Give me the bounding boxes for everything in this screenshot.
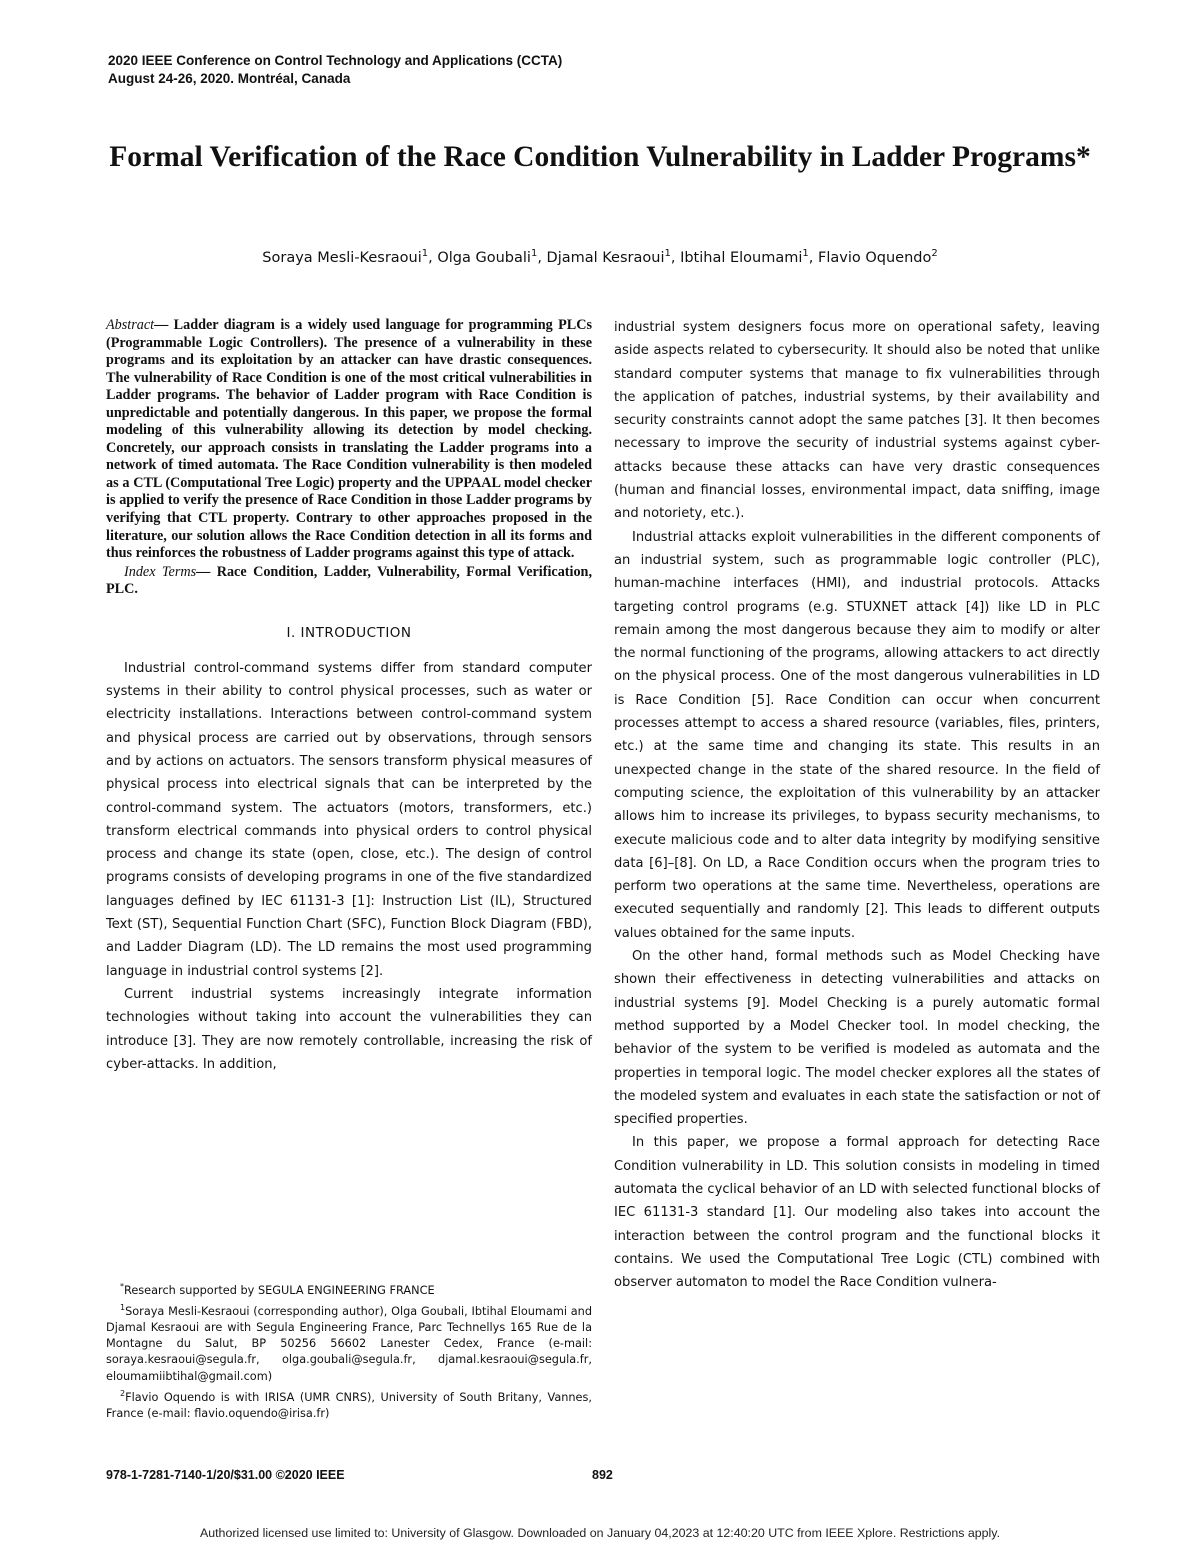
author: Ibtihal Eloumami$^1$ xyxy=(680,248,809,266)
conference-name: 2020 IEEE Conference on Control Technology and Applications (CCTA) xyxy=(108,53,563,68)
abstract xyxy=(106,317,592,563)
abstract-text: — Ladder diagram is a widely used language for programming PLCs (Programmable Logic Controllers). The presence of a vulnerability in these programs and its exploitation by an attacker can have drastic consequences. The vulnerability of Race Condition is one of the most critical vulnerabilities in Ladder programs. The behavior of Ladder program with Race Condition is unpredictable and potentially dangerous. In this paper, we propose the formal modeling of this vulnerability allowing its detection by model checking. Concretely, our approach consists in translating the Ladder programs into a network of timed automata. The Race Condition vulnerability is then modeled as a CTL (Computational Tree Logic) property and the UPPAAL model checker is applied to verify the presence of Race Condition in those Ladder programs by verifying that CTL property. Contrary to other approaches proposed in the literature, our solution allows the Race Condition detection in all its forms and thus reinforces the robustness of Ladder programs against this type of attack. xyxy=(106,317,592,562)
index-terms-label: Index Terms xyxy=(124,563,197,580)
footnote: *Research supported by SEGULA ENGINEERING FRANCE xyxy=(120,1282,435,1297)
paragraph: On the other hand, formal methods such as Model Checking have shown their effectiveness in detecting vulnerabilities and attacks on industrial systems [9]. Model Checking is a purely automatic formal method supported by a Model Checker tool. In model checking, the behavior of the system to be verified is modeled as automata and the properties in temporal logic. The model checker explores all the states of the modeled system and evaluates in each state the satisfaction or not of specified properties. xyxy=(614,949,1100,1128)
left-column xyxy=(106,317,592,1076)
index-terms-text: — Race Condition, Ladder, Vulnerability, Formal Verification, PLC. xyxy=(106,563,592,598)
conference-header xyxy=(108,52,562,88)
footnotes xyxy=(106,1279,592,1423)
abstract-label: Abstract xyxy=(106,317,155,333)
conference-date: August 24-26, 2020. Montréal, Canada xyxy=(108,71,351,86)
paragraph: In this paper, we propose a formal approach for detecting Race Condition vulnerability in LD. This solution consists in modeling in timed automata the cyclical behavior of an LD with selected functional blocks of IEC 61131-3 standard [1]. Our modeling also takes into account the interaction between the control program and the functional blocks it contains. We used the Computational Tree Logic (CTL) combined with observer automaton to model the Race Condition vulnera- xyxy=(614,1135,1100,1291)
author: Soraya Mesli-Kesraoui$^1$ xyxy=(262,248,429,266)
author: Djamal Kesraoui$^1$ xyxy=(546,248,671,266)
footnote: $^2$Flavio Oquendo is with IRISA (UMR CNRS), University of South Britany, Vannes, France (e-mail: flavio.oquendo@irisa.fr) xyxy=(106,1388,592,1420)
paragraph: industrial system designers focus more on operational safety, leaving aside aspects related to cybersecurity. It should also be noted that unlike standard computer systems that manage to fix vulnerabilities through the application of patches, industrial systems, by their availability and security constraints cannot adopt the same patches [3]. It then becomes necessary to improve the security of industrial systems against cyber-attacks because these attacks can have very drastic consequences (human and financial losses, environmental impact, data sniffing, image and notoriety, etc.). xyxy=(614,320,1100,522)
license-notice: Authorized licensed use limited to: University of Glasgow. Downloaded on January 04,2023 at 12:40:20 UTC from IEEE Xplore. Restrictions apply. xyxy=(199,1526,1001,1540)
paragraph: Industrial control-command systems differ from standard computer systems in their ability to control physical processes, such as water or electricity installations. Interactions between control-command system and physical process are carried out by observations, through sensors and by actions on actuators. The sensors transform physical measures of physical process into electrical signals that can be interpreted by the control-command system. The actuators (motors, transformers, etc.) transform electrical commands into physical orders to control physical process and change its state (open, close, etc.). The design of control programs consists of developing programs in one of the five standardized languages defined by IEC 61131-3 [1]: Instruction List (IL), Structured Text (ST), Sequential Function Chart (SFC), Function Block Diagram (FBD), and Ladder Diagram (LD). The LD remains the most used programming language in industrial control systems [2]. xyxy=(106,660,592,979)
paragraph: Current industrial systems increasingly integrate information technologies without taking into account the vulnerabilities they can introduce [3]. They are now remotely controllable, increasing the risk of cyber-attacks. In addition, xyxy=(106,986,592,1072)
section-heading: I. INTRODUCTION xyxy=(286,624,412,641)
page-number: 892 xyxy=(592,1468,613,1482)
right-column xyxy=(614,316,1100,1294)
author-list: Soraya Mesli-Kesraoui$^1$, Olga Goubali$^1$, Djamal Kesraoui$^1$, Ibtihal Eloumami$^1$, Flavio Oquendo$^2$ xyxy=(262,248,938,266)
index-terms xyxy=(106,564,592,599)
author: Flavio Oquendo$^2$ xyxy=(818,248,938,266)
footnote: $^1$Soraya Mesli-Kesraoui (corresponding author), Olga Goubali, Ibtihal Eloumami and Djamal Kesraoui are with Segula Engineering France, Parc Technellys 165 Rue de la Montagne du Salut, BP 50256 56602 Lanester Cedex, France (e-mail: soraya.kesraoui@segula.fr, olga.goubali@segula.fr, djamal.kesraoui@segula.fr, eloumamiibtihal@gmail.com) xyxy=(106,1302,592,1383)
paragraph: Industrial attacks exploit vulnerabilities in the different components of an industrial system, such as programmable logic controller (PLC), human-machine interfaces (HMI), and industrial protocols. Attacks targeting control programs (e.g. STUXNET attack [4]) like LD in PLC remain among the most dangerous because they aim to modify or alter the normal functioning of the programs, allowing attackers to act directly on the physical process. One of the most dangerous vulnerabilities in LD is Race Condition [5]. Race Condition can occur when concurrent processes attempt to access a shared resource (variables, files, printers, etc.) at the same time and changing its state. This results in an unexpected change in the state of the shared resource. In the field of computing science, the exploitation of this vulnerability by an attacker allows him to increase its privileges, to bypass security mechanisms, to execute malicious code and to alter data integrity by modifying sensitive data [6]–[8]. On LD, a Race Condition occurs when the program tries to perform two operations at the same time. Nevertheless, operations are executed sequentially and randomly [2]. This leads to different outputs values obtained for the same inputs. xyxy=(614,529,1100,941)
paper-title: Formal Verification of the Race Condition Vulnerability in Ladder Programs* xyxy=(109,141,1091,173)
copyright-line: 978-1-7281-7140-1/20/$31.00 ©2020 IEEE xyxy=(106,1468,345,1482)
author: Olga Goubali$^1$ xyxy=(437,248,538,266)
